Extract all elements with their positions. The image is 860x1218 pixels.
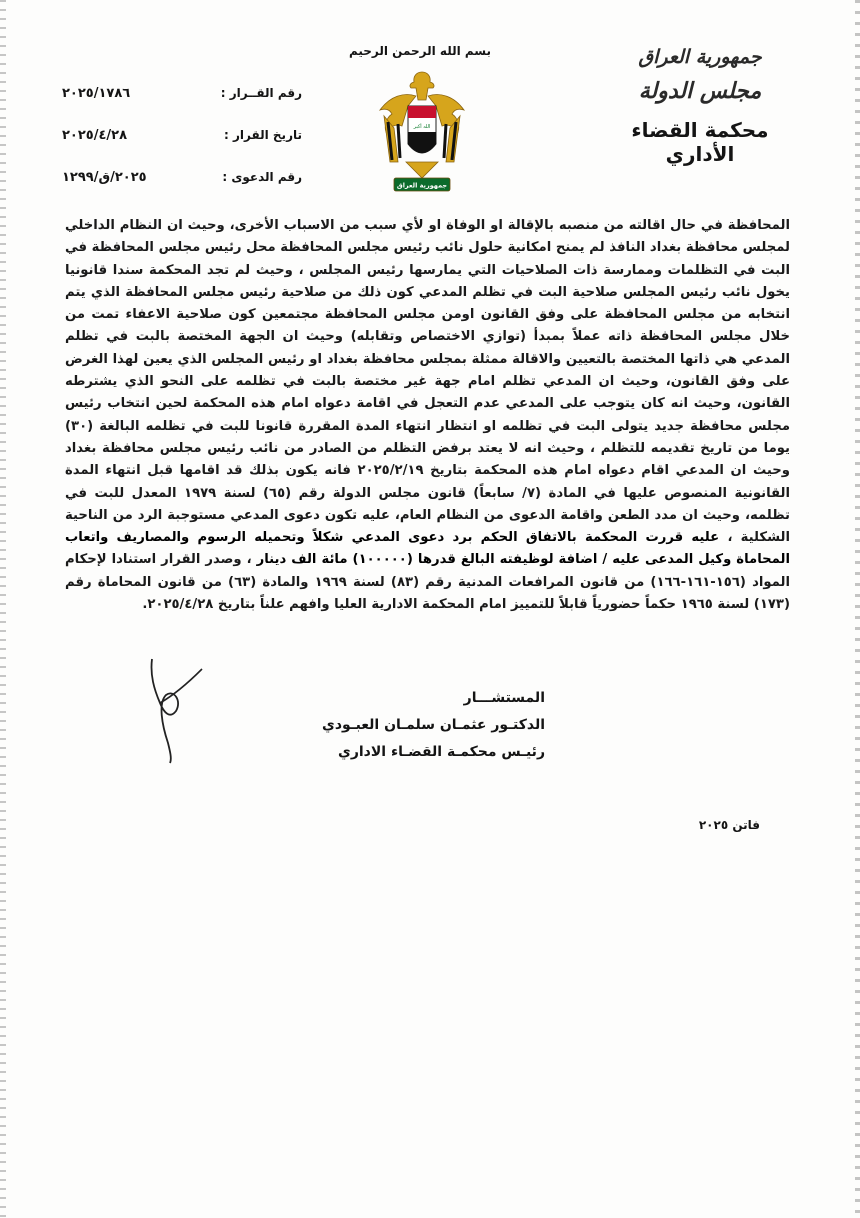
decision-number-row xyxy=(62,72,302,114)
decision-number-value: ٢٠٢٥/١٧٨٦ xyxy=(62,85,131,101)
decision-date-value: ٢٠٢٥/٤/٢٨ xyxy=(62,127,128,143)
scan-edge-left xyxy=(0,0,6,1218)
basmala: بسم الله الرحمن الرحيم xyxy=(348,44,492,58)
typist-note: فاتن ٢٠٢٥ xyxy=(698,818,760,832)
council-title: مجلس الدولة xyxy=(638,78,762,104)
emblem-caption: جمهورية العراق xyxy=(396,181,448,190)
signature-title: المستشـــار xyxy=(463,690,545,706)
case-number-value: ٢٠٢٥/ق/١٢٩٩ xyxy=(62,169,147,185)
case-number-row xyxy=(62,156,302,198)
body-text: المحافظة في حال اقالته من منصبه بالإقالة او الوفاة او لأي سبب من الاسباب الأخرى، وحيث ان النظام الداخلي لمجلس محافظة بغداد النافذ لم يمنح امكانية حلول نائب رئيس مجلس المحافظة محل رئيس مجلس المحافظة في البت في التظلمات وممارسة ذات الصلاحيات التي يمارسها رئيس المجلس ، وحيث لم تجد المحكمة سندا قانونيا يخول نائب رئيس المجلس صلاحية البت في تظلم المدعي كون ذلك من صلاحية رئيس مجلس المحافظة الذي يتم انتخابه من مجلس المحافظة على وفق القانون اومن مجلس المحافظة مجتمعين كون صلاحية الاعفاء تمت من خلال مجلس المحافظة ذاته عملاً بمبدأ (توازي الاختصاص وتقابله) وحيث ان الجهة المختصة بالبت في تظلم المدعي هي ذاتها المختصة بالتعيين والاقالة ممثلة بمجلس محافظة بغداد او رئيس المجلس الذي يعين لهذا الغرض على وفق القانون، وحيث ان المدعي تظلم امام جهة غير مختصة بالبت في تظلمه على النحو الذي يشترطه القانون، وحيث انه كان يتوجب على المدعي عدم التعجل في اقامة دعواه امام هذه المحكمة لحين انتخاب رئيس مجلس محافظة جديد يتولى البت في تظلمه او انتظار انتهاء المدة المقررة قانونا للبت في تظلمه البالغة (٣٠) يوما من تاريخ تقديمه للتظلم ، وحيث انه لا يعتد برفض التظلم من الصادر من نائب رئيس مجلس محافظة بغداد وحيث ان المدعي اقام دعواه امام هذه المحكمة بتاريخ ٢٠٢٥/٢/١٩ فانه يكون بذلك قد اقامها قبل انتهاء المدة القانونية المنصوص عليها في المادة (٧/ سابعاً) قانون مجلس الدولة رقم (٦٥) لسنة ١٩٧٩ المعدل للبت في تظلمه، وحيث ان مدد الطعن واقامة الدعوى من النظام العام، عليه تكون دعوى المدعي مستوجبة الرد من الناحية الشكلية ، xyxy=(65,218,790,546)
ruling-text: عليه قررت المحكمة بالاتفاق الحكم برد دعوى المدعي شكلاً وتحميله الرسوم والمصاريف واتعاب المحاماة وكيل المدعى عليه / اضافة لوظيفته البالغ قدرها (١٠٠٠٠٠) مائة الف دينار xyxy=(65,530,790,568)
scan-edge-right xyxy=(855,0,860,1218)
decision-meta xyxy=(62,72,302,198)
decision-number-label: رقم القــرار : xyxy=(220,86,302,100)
eagle-emblem-icon xyxy=(376,66,468,200)
signature-block xyxy=(305,685,545,766)
decision-date-label: تاريخ القرار : xyxy=(224,128,302,142)
republic-title: جمهورية العراق xyxy=(638,46,762,68)
legal-basis-text: ، وصدر القرار استنادا لإحكام المواد (١٥٦-١٦١-١٦٦) من قانون المرافعات المدنية رقم (٨٣) لسنة ١٩٦٩ والمادة (٦٣) من قانون المحاماة رقم (١٧٣) لسنة ١٩٦٥ حكماً حضورياً قابلاً للتمييز امام المحكمة الادارية العليا وافهم علناً بتاريخ ٢٠٢٥/٤/٢٨. xyxy=(65,552,790,613)
signature-name: الدكتـور عثمـان سلمـان العبـودي xyxy=(321,717,545,733)
signature-position: رئيـس محكمـة القضـاء الاداري xyxy=(337,744,545,760)
handwritten-signature-icon xyxy=(130,655,210,765)
body-paragraph xyxy=(65,215,790,616)
decision-date-row xyxy=(62,114,302,156)
emblem-motto: الله أكبر xyxy=(413,124,431,130)
letterhead xyxy=(600,44,800,166)
decision-body xyxy=(65,215,790,616)
case-number-label: رقم الدعوى : xyxy=(222,170,302,184)
court-title: محكمة القضاء الأداري xyxy=(631,118,769,166)
